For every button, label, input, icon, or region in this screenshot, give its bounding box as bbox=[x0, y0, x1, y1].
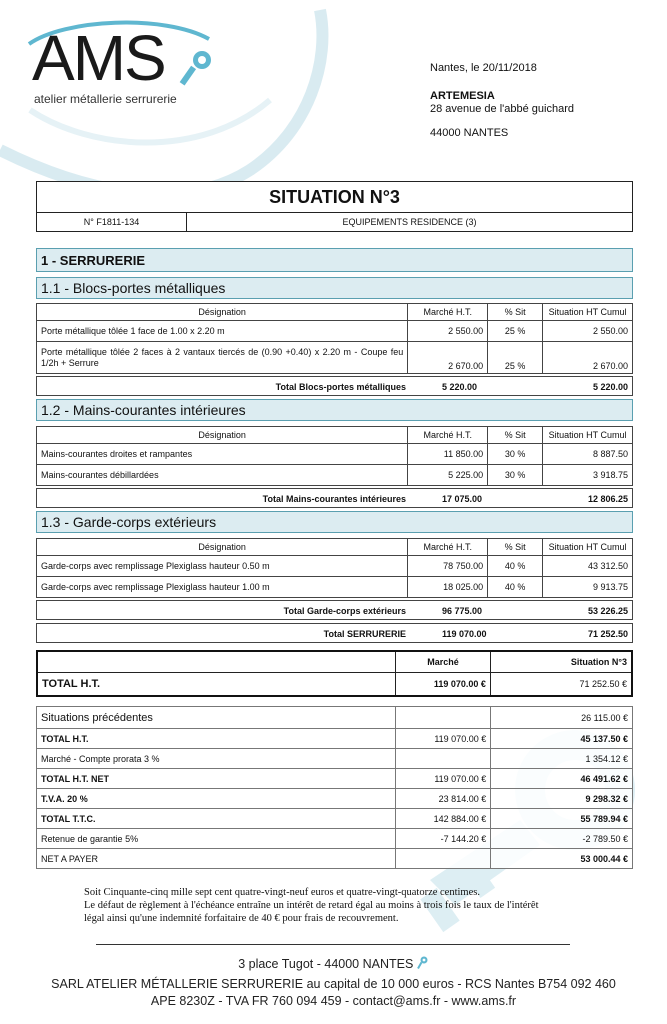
recap-row bbox=[37, 707, 633, 729]
row-marche: 11 850.00 bbox=[408, 444, 488, 465]
subtotal-cumul: 5 220.00 bbox=[592, 382, 628, 392]
subtotal-row bbox=[36, 376, 633, 396]
recap-value: -2 789.50 € bbox=[491, 829, 633, 849]
column-header: Marché H.T. bbox=[408, 304, 488, 321]
row-percent: 30 % bbox=[488, 444, 543, 465]
row-cumul: 43 312.50 bbox=[543, 556, 633, 577]
recap-row bbox=[37, 829, 633, 849]
row-cumul: 8 887.50 bbox=[543, 444, 633, 465]
subtotal-cumul: 53 226.25 bbox=[587, 606, 628, 616]
recap-marche: 119 070.00 € bbox=[396, 729, 491, 749]
summary-marche: 119 070.00 € bbox=[396, 672, 491, 696]
recap-label: TOTAL H.T. bbox=[37, 729, 396, 749]
row-label: Porte métallique tôlée 2 faces à 2 vantaux tiercés de (0.90 +0.40) x 2.20 m - Coupe feu 1/2h + Serrure bbox=[37, 342, 408, 374]
row-marche: 78 750.00 bbox=[408, 556, 488, 577]
row-marche: 2 670.00 bbox=[408, 342, 488, 374]
row-label: Garde-corps avec remplissage Plexiglass hauteur 0.50 m bbox=[37, 556, 408, 577]
recap-marche: 23 814.00 € bbox=[396, 789, 491, 809]
section-total-cumul: 71 252.50 bbox=[587, 629, 628, 639]
company-logo bbox=[24, 14, 224, 114]
recap-marche: -7 144.20 € bbox=[396, 829, 491, 849]
summary-label: TOTAL H.T. bbox=[37, 672, 396, 696]
table-row bbox=[37, 577, 633, 598]
recap-value: 9 298.32 € bbox=[491, 789, 633, 809]
row-cumul: 2 550.00 bbox=[543, 321, 633, 342]
column-header: Désignation bbox=[37, 539, 408, 556]
recap-label: Marché - Compte prorata 3 % bbox=[37, 749, 396, 769]
column-header: Situation HT Cumul bbox=[543, 539, 633, 556]
row-percent: 25 % bbox=[488, 321, 543, 342]
row-percent: 25 % bbox=[488, 342, 543, 374]
subtotal-row bbox=[36, 600, 633, 620]
column-header: Marché H.T. bbox=[408, 427, 488, 444]
logo-text: AMS bbox=[32, 22, 165, 94]
subtotal-label: Total Blocs-portes métalliques bbox=[275, 382, 406, 392]
subtotal-label: Total Garde-corps extérieurs bbox=[283, 606, 406, 616]
section-total-marche: 119 070.00 bbox=[442, 629, 487, 639]
project-name: EQUIPEMENTS RESIDENCE (3) bbox=[342, 217, 477, 227]
late-payment-notice-cont: légal ainsi qu'une indemnité forfaitaire de 40 € pour frais de recouvrement. bbox=[84, 913, 399, 924]
recap-value: 53 000.44 € bbox=[491, 849, 633, 869]
recap-marche bbox=[396, 849, 491, 869]
subsection-heading: 1.2 - Mains-courantes intérieures bbox=[36, 399, 633, 421]
footer-divider bbox=[96, 944, 570, 945]
section-total-label: Total SERRURERIE bbox=[323, 629, 406, 639]
recap-row bbox=[37, 769, 633, 789]
reference-row bbox=[36, 212, 633, 232]
recap-value: 26 115.00 € bbox=[491, 707, 633, 729]
column-header: % Sit bbox=[488, 304, 543, 321]
recap-value: 45 137.50 € bbox=[491, 729, 633, 749]
document-date: Nantes, le 20/11/2018 bbox=[430, 62, 537, 74]
document-title: SITUATION N°3 bbox=[36, 181, 633, 213]
footer-address bbox=[0, 956, 667, 971]
table-row bbox=[37, 465, 633, 486]
subtotal-label: Total Mains-courantes intérieures bbox=[262, 494, 406, 504]
key-icon bbox=[417, 956, 429, 970]
recap-label: Situations précédentes bbox=[37, 707, 396, 729]
summary-col-situation: Situation N°3 bbox=[490, 651, 632, 672]
subtotal-marche: 17 075.00 bbox=[442, 494, 483, 504]
late-payment-notice: Le défaut de règlement à l'échéance entraîne un intérêt de retard égal au moins à trois fois le taux de l'intérêt bbox=[84, 900, 539, 911]
recap-label: TOTAL T.T.C. bbox=[37, 809, 396, 829]
recap-value: 1 354.12 € bbox=[491, 749, 633, 769]
recap-label: Retenue de garantie 5% bbox=[37, 829, 396, 849]
column-header: % Sit bbox=[488, 539, 543, 556]
row-label: Porte métallique tôlée 1 face de 1.00 x 2.20 m bbox=[37, 321, 408, 342]
row-percent: 30 % bbox=[488, 465, 543, 486]
recap-marche bbox=[396, 749, 491, 769]
logo-subtitle: atelier métallerie serrurerie bbox=[34, 92, 177, 106]
recipient-city: 44000 NANTES bbox=[430, 127, 509, 139]
column-header: Situation HT Cumul bbox=[543, 427, 633, 444]
recap-row bbox=[37, 789, 633, 809]
footer-address-text: 3 place Tugot - 44000 NANTES bbox=[238, 957, 414, 971]
column-header: Désignation bbox=[37, 304, 408, 321]
recap-marche: 119 070.00 € bbox=[396, 769, 491, 789]
row-label: Mains-courantes droites et rampantes bbox=[37, 444, 408, 465]
row-marche: 2 550.00 bbox=[408, 321, 488, 342]
items-table bbox=[36, 538, 633, 598]
table-row bbox=[37, 321, 633, 342]
recap-value: 55 789.94 € bbox=[491, 809, 633, 829]
subtotal-cumul: 12 806.25 bbox=[587, 494, 628, 504]
row-marche: 5 225.00 bbox=[408, 465, 488, 486]
row-marche: 18 025.00 bbox=[408, 577, 488, 598]
row-label: Mains-courantes débillardées bbox=[37, 465, 408, 486]
footer-company: SARL ATELIER MÉTALLERIE SERRURERIE au capital de 10 000 euros - RCS Nantes B754 092 460 bbox=[51, 977, 616, 991]
recipient-name: ARTEMESIA bbox=[430, 90, 495, 102]
recap-row bbox=[37, 729, 633, 749]
column-header: Situation HT Cumul bbox=[543, 304, 633, 321]
row-cumul: 3 918.75 bbox=[543, 465, 633, 486]
section-total-row bbox=[36, 623, 633, 643]
table-row bbox=[37, 556, 633, 577]
table-row bbox=[37, 444, 633, 465]
subsection-heading: 1.3 - Garde-corps extérieurs bbox=[36, 511, 633, 533]
column-header: Marché H.T. bbox=[408, 539, 488, 556]
footer-contact: APE 8230Z - TVA FR 760 094 459 - contact@ams.fr - www.ams.fr bbox=[150, 994, 517, 1008]
row-cumul: 9 913.75 bbox=[543, 577, 633, 598]
subtotal-marche: 5 220.00 bbox=[442, 382, 478, 392]
table-row bbox=[37, 342, 633, 374]
legal-text bbox=[84, 886, 604, 925]
recap-value: 46 491.62 € bbox=[491, 769, 633, 789]
column-header: Désignation bbox=[37, 427, 408, 444]
recap-marche: 142 884.00 € bbox=[396, 809, 491, 829]
row-percent: 40 % bbox=[488, 577, 543, 598]
subtotal-row bbox=[36, 488, 633, 508]
recap-marche bbox=[396, 707, 491, 729]
recap-label: T.V.A. 20 % bbox=[37, 789, 396, 809]
recap-row bbox=[37, 849, 633, 869]
recap-row bbox=[37, 809, 633, 829]
summary-table bbox=[36, 650, 633, 697]
subtotal-marche: 96 775.00 bbox=[442, 606, 483, 616]
amount-in-words: Soit Cinquante-cinq mille sept cent quatre-vingt-neuf euros et quatre-vingt-quatorze centimes. bbox=[84, 887, 480, 898]
items-table bbox=[36, 303, 633, 374]
row-percent: 40 % bbox=[488, 556, 543, 577]
recap-table bbox=[36, 706, 633, 869]
section-heading: 1 - SERRURERIE bbox=[36, 248, 633, 272]
row-cumul: 2 670.00 bbox=[543, 342, 633, 374]
row-label: Garde-corps avec remplissage Plexiglass hauteur 1.00 m bbox=[37, 577, 408, 598]
recap-label: NET A PAYER bbox=[37, 849, 396, 869]
recipient-street: 28 avenue de l'abbé guichard bbox=[430, 103, 574, 115]
document-reference: N° F1811-134 bbox=[37, 213, 187, 231]
summary-col-marche: Marché bbox=[396, 651, 491, 672]
column-header: % Sit bbox=[488, 427, 543, 444]
recap-label: TOTAL H.T. NET bbox=[37, 769, 396, 789]
items-table bbox=[36, 426, 633, 486]
recap-row bbox=[37, 749, 633, 769]
subsection-heading: 1.1 - Blocs-portes métalliques bbox=[36, 277, 633, 299]
summary-situation: 71 252.50 € bbox=[490, 672, 632, 696]
